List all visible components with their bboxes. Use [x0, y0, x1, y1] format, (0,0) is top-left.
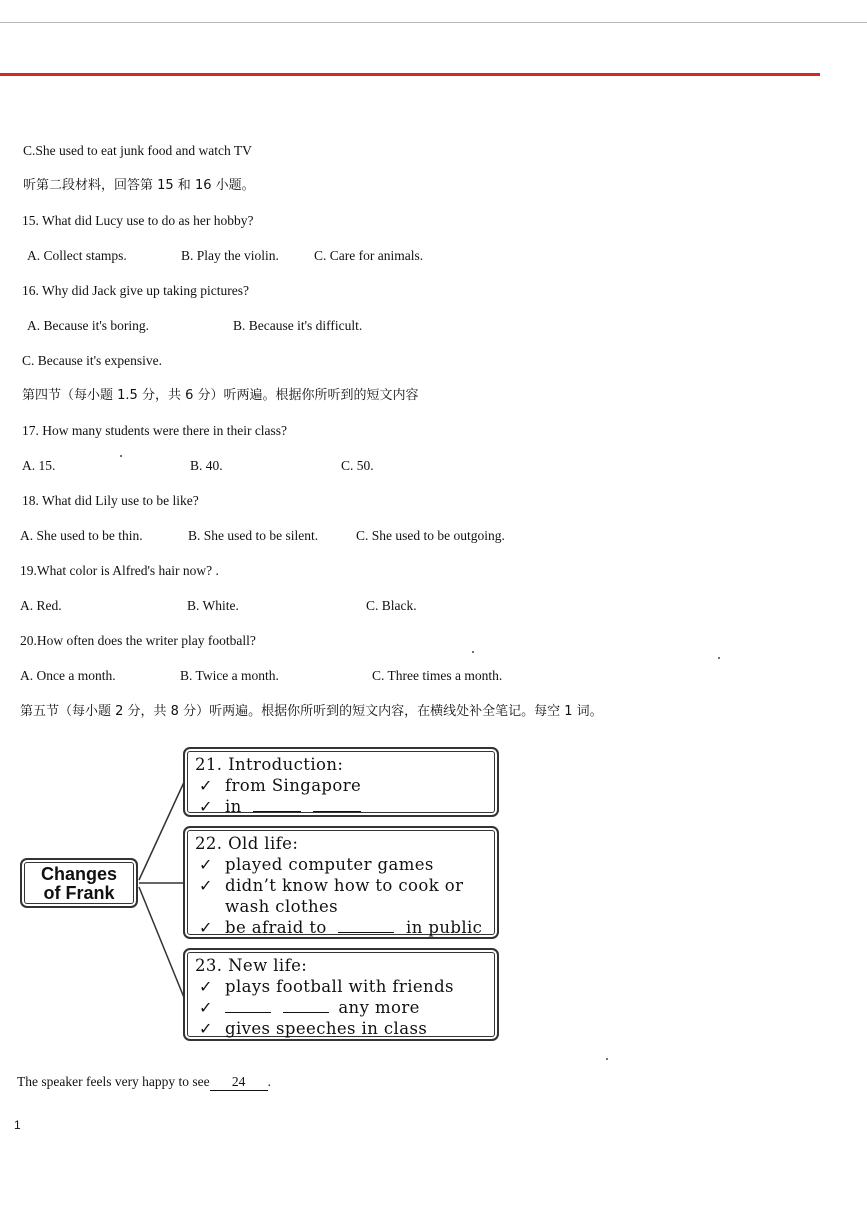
- question-16-option-a: A. Because it's boring.: [27, 318, 150, 333]
- question-18-option-c: C. She used to be outgoing.: [356, 528, 505, 543]
- question-14-option-c: C.She used to eat junk food and watch TV: [23, 143, 252, 158]
- question-17-option-b: B. 40.: [190, 458, 223, 473]
- list-item-continuation: wash clothes: [225, 897, 339, 916]
- check-icon: ✓: [199, 855, 213, 874]
- answer-blank-24: 24: [210, 1074, 268, 1091]
- question-19-option-c: C. Black.: [366, 598, 417, 613]
- check-icon: ✓: [199, 776, 213, 795]
- question-16-option-b: B. Because it's difficult.: [233, 318, 363, 333]
- question-19-option-b: B. White.: [187, 598, 239, 613]
- mindmap-center-node: [20, 858, 138, 908]
- question-24-sentence: The speaker feels very happy to see 24 .: [17, 1074, 272, 1089]
- scan-speck: [120, 455, 122, 457]
- scan-speck: [718, 657, 720, 659]
- mindmap-box-new-life: [183, 948, 499, 1041]
- answer-blank: [253, 797, 301, 812]
- section-5-heading: 第五节（每小题 2 分，共 8 分）听两遍。根据你所听到的短文内容，在横线处补全笔记。每空 1 词。: [20, 704, 603, 719]
- check-icon: ✓: [199, 918, 213, 937]
- list-item: ✓ in: [195, 796, 497, 817]
- check-icon: ✓: [199, 998, 213, 1017]
- question-18-option-a: A. She used to be thin.: [20, 528, 143, 543]
- center-label-line1: Changes: [40, 864, 118, 884]
- mindmap-box-old-life: [183, 826, 499, 939]
- list-item: ✓ be afraid to in public: [199, 918, 483, 937]
- mindmap-box-introduction: [183, 747, 499, 817]
- box-title: 23. New life:: [195, 956, 308, 975]
- answer-blank: [225, 998, 271, 1013]
- center-label-line2: of Frank: [43, 883, 115, 903]
- section-4-heading: 第四节（每小题 1.5 分，共 6 分）听两遍。根据你所听到的短文内容: [22, 388, 419, 403]
- box-title: 21. Introduction:: [195, 755, 344, 774]
- question-18-option-b: B. She used to be silent.: [188, 528, 319, 543]
- check-icon: ✓: [199, 977, 213, 996]
- question-15-option-b: B. Play the violin.: [181, 248, 279, 263]
- list-item: ✓ gives speeches in class: [199, 1019, 428, 1038]
- list-item: ✓ any more: [199, 998, 420, 1017]
- question-20: 20.How often does the writer play football?: [20, 633, 256, 648]
- answer-blank: [283, 998, 329, 1013]
- question-16-option-c: C. Because it's expensive.: [22, 353, 163, 368]
- question-15-option-c: C. Care for animals.: [314, 248, 424, 263]
- question-19-option-a: A. Red.: [20, 598, 62, 613]
- section-instruction-15-16: 听第二段材料，回答第 15 和 16 小题。: [23, 178, 255, 193]
- answer-blank: [313, 797, 361, 812]
- question-18: 18. What did Lily use to be like?: [22, 493, 199, 508]
- question-19: 19.What color is Alfred's hair now? .: [20, 563, 219, 578]
- check-icon: ✓: [199, 876, 213, 895]
- box-title: 22. Old life:: [195, 834, 299, 853]
- question-20-option-c: C. Three times a month.: [372, 668, 503, 683]
- question-15: 15. What did Lucy use to do as her hobby?: [22, 213, 254, 228]
- question-17-option-a: A. 15.: [22, 458, 56, 473]
- list-item: ✓ didn’t know how to cook or: [199, 876, 464, 895]
- scan-speck: [606, 1058, 608, 1060]
- question-16: 16. Why did Jack give up taking pictures?: [22, 283, 249, 298]
- scan-speck: [472, 651, 474, 653]
- answer-blank: [338, 918, 394, 933]
- list-item: ✓ plays football with friends: [199, 977, 454, 996]
- question-15-option-a: A. Collect stamps.: [27, 248, 127, 263]
- page-number: 1: [14, 1118, 21, 1132]
- question-20-option-b: B. Twice a month.: [180, 668, 279, 683]
- check-icon: ✓: [199, 797, 213, 816]
- question-17: 17. How many students were there in their class?: [22, 423, 288, 438]
- list-item: ✓ from Singapore: [199, 776, 362, 795]
- list-item: ✓ played computer games: [199, 855, 434, 874]
- check-icon: ✓: [199, 1019, 213, 1038]
- question-20-option-a: A. Once a month.: [20, 668, 116, 683]
- question-17-option-c: C. 50.: [341, 458, 374, 473]
